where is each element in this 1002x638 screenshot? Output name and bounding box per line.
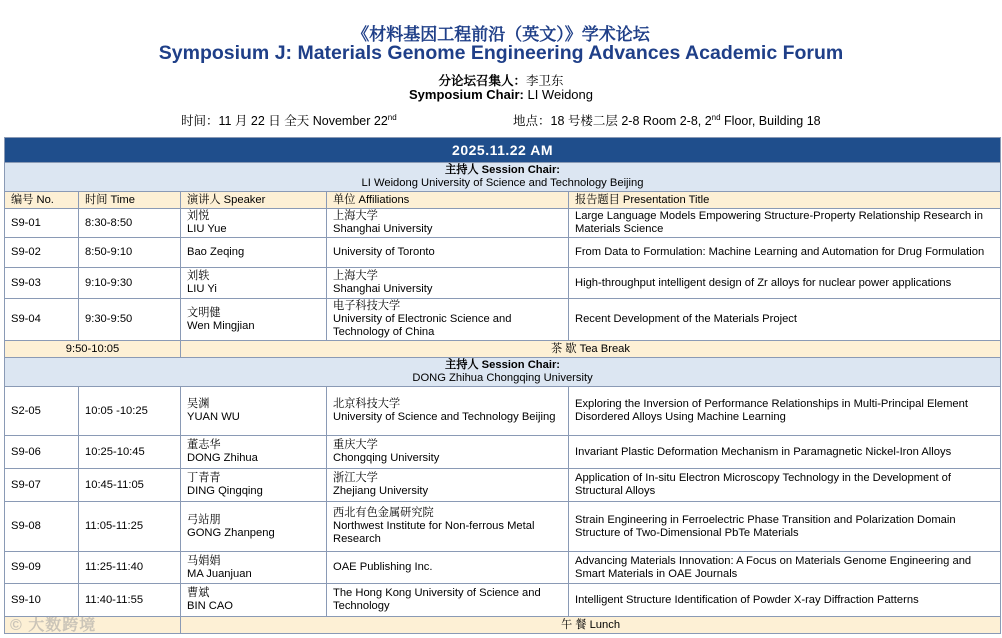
talk-speaker-cn: 文明健 — [187, 306, 221, 319]
session-chair-label: 主持人 Session Chair: — [445, 359, 561, 372]
talk-affiliation-cn: 重庆大学 — [333, 439, 378, 452]
talk-speaker — [181, 209, 327, 238]
symposium-chair-en — [0, 87, 1002, 102]
talk-title: Application of In-situ Electron Microscopy Technology in the Development of Structural Alloys — [569, 469, 1001, 502]
chair-name-en: LI Weidong — [527, 87, 593, 102]
talk-speaker-en: LIU Yue — [187, 223, 227, 235]
location-text: 地点：18 号楼二层 2-8 Room 2-8, 2 — [513, 114, 712, 128]
talk-no: S9-03 — [5, 268, 79, 299]
talk-title: Invariant Plastic Deformation Mechanism in Paramagnetic Nickel-Iron Alloys — [569, 436, 1001, 469]
event-location — [513, 111, 821, 129]
column-header: 单位 Affiliations — [327, 192, 569, 209]
talk-speaker-cn: 丁青青 — [187, 472, 221, 485]
talk-affiliation — [327, 209, 569, 238]
date-banner: 2025.11.22 AM — [5, 138, 1001, 163]
talk-affiliation — [327, 502, 569, 552]
talk-affiliation-en: Chongqing University — [333, 452, 440, 464]
location-sup: nd — [711, 112, 721, 122]
lunch-row — [5, 617, 1001, 634]
watermark: © 大数跨境 — [10, 617, 97, 634]
talk-affiliation-en: OAE Publishing Inc. — [333, 561, 433, 574]
talk-time: 11:25-11:40 — [79, 552, 181, 584]
talk-speaker — [181, 238, 327, 268]
talk-title: Advancing Materials Innovation: A Focus on Materials Genome Engineering and Smart Materials in OAE Journals — [569, 552, 1001, 584]
session-chair-row-1 — [5, 163, 1001, 192]
talk-speaker-en: LIU Yi — [187, 283, 217, 295]
talk-row — [5, 469, 1001, 502]
talk-speaker-en: Bao Zeqing — [187, 246, 245, 259]
talk-time: 11:40-11:55 — [79, 584, 181, 617]
talk-time: 9:30-9:50 — [79, 299, 181, 341]
talk-row — [5, 502, 1001, 552]
chair-label-cn: 分论坛召集人： — [438, 74, 526, 88]
session-chair-row-2 — [5, 358, 1001, 387]
talk-title: High-throughput intelligent design of Zr alloys for nuclear power applications — [569, 268, 1001, 299]
talk-affiliation — [327, 238, 569, 268]
date-banner-row — [5, 138, 1001, 163]
talk-speaker-en: DONG Zhihua — [187, 452, 258, 464]
talk-affiliation-en: University of Electronic Science and Technology of China — [333, 313, 512, 338]
talk-speaker — [181, 387, 327, 436]
talk-speaker-cn: 弓站朋 — [187, 513, 221, 526]
talk-row — [5, 552, 1001, 584]
talk-speaker — [181, 552, 327, 584]
talk-time: 11:05-11:25 — [79, 502, 181, 552]
talk-affiliation-en: Shanghai University — [333, 283, 433, 295]
talk-row — [5, 238, 1001, 268]
talk-title: Exploring the Inversion of Performance Relationships in Multi-Principal Element Disordered Alloys Using Machine Learning — [569, 387, 1001, 436]
talk-affiliation — [327, 552, 569, 584]
talk-speaker-en: YUAN WU — [187, 411, 240, 423]
talk-speaker — [181, 268, 327, 299]
talk-speaker-cn: 刘轶 — [187, 270, 210, 283]
chair-name-cn: 李卫东 — [526, 74, 564, 88]
title-cn: 《材料基因工程前沿（英文）》学术论坛 — [352, 25, 650, 44]
talk-speaker-cn: 马娟娟 — [187, 554, 221, 567]
talk-time: 8:50-9:10 — [79, 238, 181, 268]
talk-no: S9-10 — [5, 584, 79, 617]
talk-affiliation-cn: 浙江大学 — [333, 472, 378, 485]
session-chair-row-2-cell — [5, 358, 1001, 387]
talk-title: Recent Development of the Materials Project — [569, 299, 1001, 341]
talk-row — [5, 436, 1001, 469]
talk-time: 8:30-8:50 — [79, 209, 181, 238]
talk-speaker-cn: 董志华 — [187, 439, 221, 452]
session-chair-name: LI Weidong University of Science and Technology Beijing — [361, 177, 644, 189]
column-header: 编号 No. — [5, 192, 79, 209]
talk-row — [5, 268, 1001, 299]
column-header: 报告题目 Presentation Title — [569, 192, 1001, 209]
talk-affiliation-cn: 电子科技大学 — [333, 300, 401, 313]
event-time — [181, 111, 397, 129]
talk-affiliation-cn: 北京科技大学 — [333, 398, 401, 411]
lunch-row-label: 午 餐 Lunch — [181, 617, 1001, 634]
talk-affiliation-cn: 上海大学 — [333, 210, 378, 223]
talk-speaker-en: DING Qingqing — [187, 485, 263, 497]
talk-row — [5, 584, 1001, 617]
talk-affiliation — [327, 268, 569, 299]
column-header: 演讲人 Speaker — [181, 192, 327, 209]
talk-speaker-cn: 吴渊 — [187, 398, 210, 411]
session-chair-row-1-cell — [5, 163, 1001, 192]
talk-row — [5, 387, 1001, 436]
talk-affiliation-en: Northwest Institute for Non-ferrous Metal Research — [333, 520, 535, 545]
talk-affiliation-cn: 上海大学 — [333, 270, 378, 283]
talk-affiliation — [327, 469, 569, 502]
talk-no: S9-07 — [5, 469, 79, 502]
talk-affiliation-en: Shanghai University — [333, 223, 433, 235]
talk-speaker — [181, 469, 327, 502]
talk-row — [5, 299, 1001, 341]
talk-affiliation — [327, 299, 569, 341]
talk-time: 10:45-11:05 — [79, 469, 181, 502]
talk-no: S9-06 — [5, 436, 79, 469]
location-tail: Floor, Building 18 — [720, 114, 821, 128]
time-sup: nd — [387, 112, 397, 122]
talk-affiliation-cn: 西北有色金属研究院 — [333, 507, 434, 520]
talk-affiliation-en: University of Science and Technology Beijing — [333, 411, 556, 423]
talk-no: S9-04 — [5, 299, 79, 341]
talk-no: S9-01 — [5, 209, 79, 238]
talk-title: Strain Engineering in Ferroelectric Phase Transition and Polarization Domain Structure of Two-Dimensional PbTe Materials — [569, 502, 1001, 552]
schedule-table — [4, 137, 1001, 634]
talk-speaker-en: MA Juanjuan — [187, 567, 252, 580]
talk-affiliation — [327, 584, 569, 617]
talk-title: Intelligent Structure Identification of Powder X-ray Diffraction Patterns — [569, 584, 1001, 617]
talk-speaker — [181, 502, 327, 552]
talk-speaker — [181, 299, 327, 341]
tea-break-row — [5, 341, 1001, 358]
talk-row — [5, 209, 1001, 238]
talk-speaker-en: Wen Mingjian — [187, 319, 255, 332]
talk-affiliation — [327, 387, 569, 436]
talk-speaker-en: GONG Zhanpeng — [187, 526, 275, 539]
tea-break-row-time: 9:50-10:05 — [5, 341, 181, 358]
talk-no: S9-08 — [5, 502, 79, 552]
talk-speaker-cn: 曹斌 — [187, 587, 210, 600]
talk-affiliation-en: Zhejiang University — [333, 485, 429, 497]
session-chair-name: DONG Zhihua Chongqing University — [412, 372, 593, 384]
talk-title: Large Language Models Empowering Structure-Property Relationship Research in Materials Science — [569, 209, 1001, 238]
chair-label-en: Symposium Chair: — [408, 87, 524, 102]
talk-speaker-en: BIN CAO — [187, 600, 234, 612]
tea-break-row-label: 茶 歇 Tea Break — [181, 341, 1001, 358]
talk-time: 10:25-10:45 — [79, 436, 181, 469]
talk-affiliation-en: University of Toronto — [333, 246, 435, 259]
talk-time: 9:10-9:30 — [79, 268, 181, 299]
talk-speaker — [181, 584, 327, 617]
talk-no: S2-05 — [5, 387, 79, 436]
time-text: 时间：11 月 22 日 全天 November 22 — [181, 114, 388, 128]
talk-speaker — [181, 436, 327, 469]
talk-no: S9-02 — [5, 238, 79, 268]
talk-affiliation-en: The Hong Kong University of Science and Technology — [333, 587, 541, 612]
column-header-row — [5, 192, 1001, 209]
title-en: Symposium J: Materials Genome Engineering Advances Academic Forum — [158, 42, 844, 64]
talk-time: 10:05 -10:25 — [79, 387, 181, 436]
talk-no: S9-09 — [5, 552, 79, 584]
session-chair-label: 主持人 Session Chair: — [445, 164, 561, 177]
talk-affiliation — [327, 436, 569, 469]
column-header: 时间 Time — [79, 192, 181, 209]
talk-title: From Data to Formulation: Machine Learning and Automation for Drug Formulation — [569, 238, 1001, 268]
talk-speaker-cn: 刘悦 — [187, 210, 210, 223]
